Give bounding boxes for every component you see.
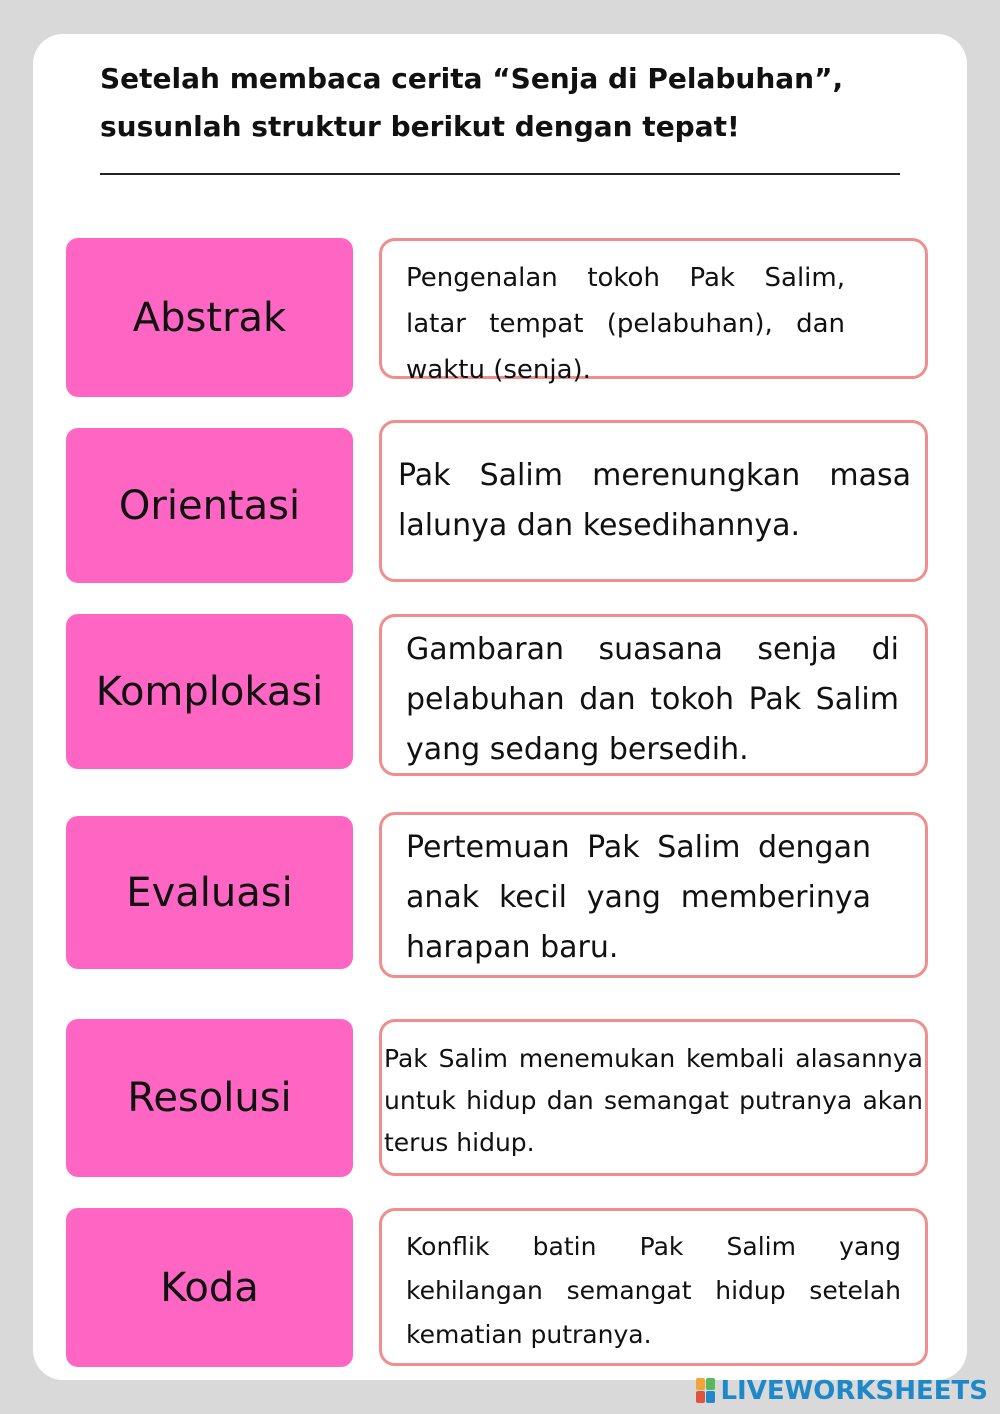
label-card-evaluasi[interactable] bbox=[66, 816, 353, 969]
description-card-4[interactable] bbox=[379, 812, 928, 978]
liveworksheets-logo-icon bbox=[696, 1378, 716, 1404]
description-text: Konflik batin Pak Salim yang kehilangan semangat hidup setelah kematian putranya. bbox=[406, 1232, 901, 1349]
instruction-line-1: Setelah membaca cerita “Senja di Pelabuhan”, bbox=[100, 62, 844, 95]
label-card-koda[interactable] bbox=[66, 1208, 353, 1367]
description-card-2[interactable] bbox=[379, 420, 928, 582]
label-text: Komplokasi bbox=[95, 668, 324, 715]
description-text: Pak Salim merenungkan masa lalunya dan kesedihannya. bbox=[398, 458, 911, 543]
label-text: Evaluasi bbox=[126, 869, 293, 916]
liveworksheets-logo bbox=[696, 1374, 988, 1408]
description-text: Gambaran suasana senja di pelabuhan dan tokoh Pak Salim yang sedang bersedih. bbox=[406, 632, 899, 767]
description-text: Pengenalan tokoh Pak Salim, latar tempat (pelabuhan), dan waktu (senja). bbox=[406, 263, 845, 385]
description-card-6[interactable] bbox=[379, 1208, 928, 1366]
divider-line bbox=[100, 173, 900, 175]
description-text: Pertemuan Pak Salim dengan anak kecil yang memberinya harapan baru. bbox=[406, 830, 871, 965]
label-card-komplokasi[interactable] bbox=[66, 614, 353, 769]
label-text: Orientasi bbox=[118, 482, 301, 529]
instruction-heading bbox=[100, 55, 960, 151]
label-card-abstrak[interactable] bbox=[66, 238, 353, 397]
description-card-1[interactable] bbox=[379, 238, 928, 385]
instruction-line-2: susunlah struktur berikut dengan tepat! bbox=[100, 110, 740, 143]
label-card-resolusi[interactable] bbox=[66, 1019, 353, 1177]
description-card-3[interactable] bbox=[379, 614, 928, 776]
label-text: Resolusi bbox=[127, 1075, 292, 1121]
liveworksheets-logo-text: LIVEWORKSHEETS bbox=[720, 1376, 988, 1406]
description-card-5[interactable] bbox=[379, 1019, 928, 1176]
label-card-orientasi[interactable] bbox=[66, 428, 353, 583]
label-text: Abstrak bbox=[132, 294, 287, 341]
label-text: Koda bbox=[160, 1264, 259, 1311]
description-text: Pak Salim menemukan kembali alasannya untuk hidup dan semangat putranya akan terus hidup. bbox=[384, 1044, 923, 1157]
